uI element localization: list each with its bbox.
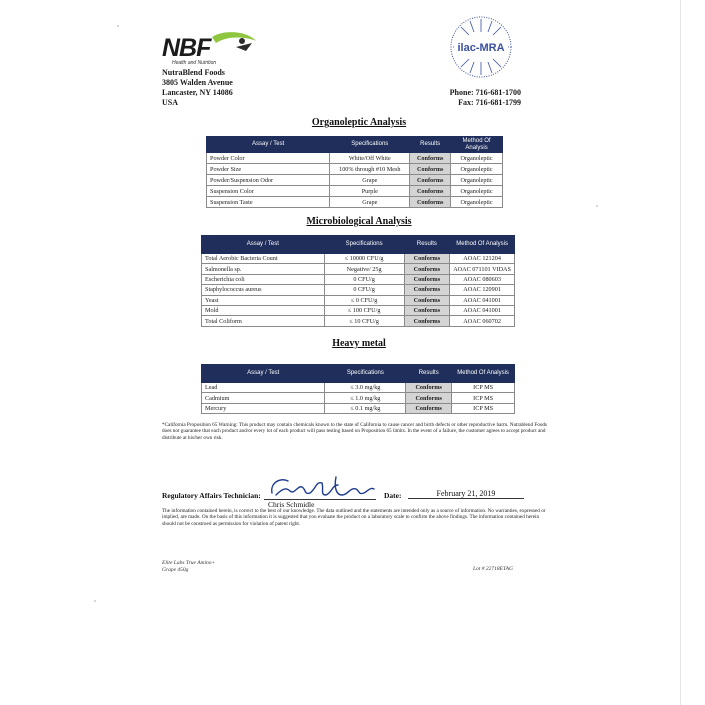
- specification-cell: ≤ 1.0 mg/kg: [325, 393, 406, 403]
- column-header: Specifications: [325, 365, 406, 383]
- specification-cell: Purple: [330, 186, 410, 197]
- result-cell: Conforms: [404, 305, 450, 315]
- company-name: NutraBlend Foods: [162, 68, 225, 77]
- specification-cell: ≤ 0 CFU/g: [324, 295, 404, 305]
- product-flavor-size: Grape 450g: [162, 567, 189, 573]
- specification-cell: Grape: [330, 197, 410, 208]
- table-row: [202, 285, 515, 295]
- scan-speck: [596, 205, 598, 207]
- specification-cell: 0 CFU/g: [324, 274, 404, 284]
- column-header: Specifications: [330, 137, 410, 153]
- specification-cell: 100% through #10 Mesh: [330, 164, 410, 175]
- column-header: Assay / Test: [207, 137, 330, 153]
- method-cell: AOAC 121204: [450, 254, 515, 264]
- result-cell: Conforms: [410, 175, 451, 186]
- column-header: Method Of Analysis: [450, 236, 515, 254]
- column-header: Method Of Analysis: [452, 365, 515, 383]
- result-cell: Conforms: [410, 164, 451, 175]
- specification-cell: ≤ 10 CFU/g: [324, 316, 404, 326]
- contact-info: [450, 88, 521, 108]
- heavy-metal-title: Heavy metal: [332, 338, 386, 349]
- specification-cell: ≤ 10000 CFU/g: [324, 254, 404, 264]
- result-cell: Conforms: [406, 393, 452, 403]
- assay-cell: Mercury: [202, 403, 325, 413]
- table-row: [207, 175, 503, 186]
- column-header: Assay / Test: [202, 236, 325, 254]
- result-cell: Conforms: [404, 264, 450, 274]
- address-line-1: 3805 Walden Avenue: [162, 78, 233, 87]
- assay-cell: Salmonella sp.: [202, 264, 325, 274]
- method-cell: Organoleptic: [451, 186, 503, 197]
- prop65-warning: *California Proposition 65 Warning: This product may contain chemicals known to the state of California to cause cancer and birth defects or other reproductive harm. Nutrablend Foods does not guarantee that each product and/or every lot of each product will pass testing based on Proposition 65 limits. In the event of a failure, the customer agrees to accept product and distribute at his/her own risk.: [162, 422, 548, 441]
- column-header: Specifications: [324, 236, 404, 254]
- table-row: [202, 305, 515, 315]
- result-cell: Conforms: [410, 197, 451, 208]
- table-row: [202, 383, 515, 393]
- method-cell: AOAC 060702: [450, 316, 515, 326]
- method-cell: ICP MS: [452, 383, 515, 393]
- handwritten-signature: [266, 473, 376, 501]
- table-row: [202, 403, 515, 413]
- method-cell: AOAC 080603: [450, 274, 515, 284]
- scan-speck: [117, 25, 119, 27]
- column-header: Method Of Analysis: [451, 137, 503, 153]
- organoleptic-table: [206, 136, 503, 208]
- result-cell: Conforms: [406, 383, 452, 393]
- assay-cell: Powder/Suspension Odor: [207, 175, 330, 186]
- assay-cell: Lead: [202, 383, 325, 393]
- method-cell: ICP MS: [452, 403, 515, 413]
- assay-cell: Suspension Color: [207, 186, 330, 197]
- result-cell: Conforms: [406, 403, 452, 413]
- date-label: Date:: [384, 491, 402, 500]
- table-row: [207, 186, 503, 197]
- organoleptic-title: Organoleptic Analysis: [311, 117, 407, 128]
- product-name: Elite Labs True Amino+: [162, 560, 216, 566]
- result-cell: Conforms: [404, 285, 450, 295]
- assay-cell: Powder Size: [207, 164, 330, 175]
- assay-cell: Escherichia coli: [202, 274, 325, 284]
- table-row: [207, 197, 503, 208]
- signer-name: Chris Schmidle: [268, 500, 315, 509]
- method-cell: AOAC 041001: [450, 295, 515, 305]
- column-header: Assay / Test: [202, 365, 325, 383]
- table-row: [202, 316, 515, 326]
- table-row: [202, 254, 515, 264]
- address-line-2: Lancaster, NY 14086: [162, 88, 233, 97]
- method-cell: AOAC 041001: [450, 305, 515, 315]
- ilac-mra-seal: [448, 14, 514, 80]
- result-cell: Conforms: [404, 295, 450, 305]
- microbiological-title: Microbiological Analysis: [306, 216, 412, 227]
- result-cell: Conforms: [404, 274, 450, 284]
- table-row: [202, 393, 515, 403]
- result-cell: Conforms: [404, 316, 450, 326]
- assay-cell: Suspension Taste: [207, 197, 330, 208]
- method-cell: ICP MS: [452, 393, 515, 403]
- result-cell: Conforms: [404, 254, 450, 264]
- method-cell: AOAC 071101 VIDAS: [450, 264, 515, 274]
- page-edge: [680, 0, 681, 705]
- column-header: Results: [410, 137, 451, 153]
- column-header: Results: [404, 236, 450, 254]
- method-cell: Organoleptic: [451, 153, 503, 164]
- result-cell: Conforms: [410, 186, 451, 197]
- specification-cell: Grape: [330, 175, 410, 186]
- specification-cell: ≤ 0.1 mg/kg: [325, 403, 406, 413]
- date-value: February 21, 2019: [408, 489, 524, 499]
- specification-cell: 0 CFU/g: [324, 285, 404, 295]
- company-address: [162, 68, 233, 108]
- column-header: Results: [406, 365, 452, 383]
- assay-cell: Cadmium: [202, 393, 325, 403]
- result-cell: Conforms: [410, 153, 451, 164]
- lot-number: Lot # 22718ETAG: [473, 566, 513, 572]
- method-cell: AOAC 120901: [450, 285, 515, 295]
- specification-cell: White/Off White: [330, 153, 410, 164]
- table-row: [202, 264, 515, 274]
- assay-cell: Total Aerobic Bacteria Count: [202, 254, 325, 264]
- table-row: [202, 274, 515, 284]
- address-country: USA: [162, 98, 179, 107]
- logo-tagline: Health and Nutrition: [172, 60, 217, 66]
- table-row: [207, 153, 503, 164]
- method-cell: Organoleptic: [451, 164, 503, 175]
- disclaimer: The information contained herein, is correct to the best of our knowledge. The data outlined and the statements are intended only as a source of information. No warranties, expressed or implied, are made. On the basis of this information it is suggested that you evaluate the product on a laboratory scale to confirm the above findings. The information contained herein should not be construed as permission for violation of patent right.: [162, 508, 546, 527]
- assay-cell: Total Coliform: [202, 316, 325, 326]
- heavy-metal-table: [201, 364, 515, 414]
- scan-speck: [94, 600, 96, 602]
- table-row: [202, 295, 515, 305]
- phone-number: Phone: 716-681-1700: [449, 88, 521, 97]
- assay-cell: Staphylococcus aureus: [202, 285, 325, 295]
- microbiological-table: [201, 235, 515, 327]
- ilac-seal-text: ilac-MRA: [457, 42, 505, 54]
- fax-number: Fax: 716-681-1799: [458, 98, 521, 107]
- specification-cell: Negative/ 25g: [324, 264, 404, 274]
- method-cell: Organoleptic: [451, 175, 503, 186]
- table-row: [207, 164, 503, 175]
- method-cell: Organoleptic: [451, 197, 503, 208]
- product-info: [162, 560, 215, 574]
- assay-cell: Yeast: [202, 295, 325, 305]
- technician-label: Regulatory Affairs Technician:: [162, 491, 261, 500]
- logo-wordmark: NBF: [162, 34, 211, 62]
- assay-cell: Mold: [202, 305, 325, 315]
- specification-cell: ≤ 3.0 mg/kg: [325, 383, 406, 393]
- assay-cell: Powder Color: [207, 153, 330, 164]
- specification-cell: ≤ 100 CFU/g: [324, 305, 404, 315]
